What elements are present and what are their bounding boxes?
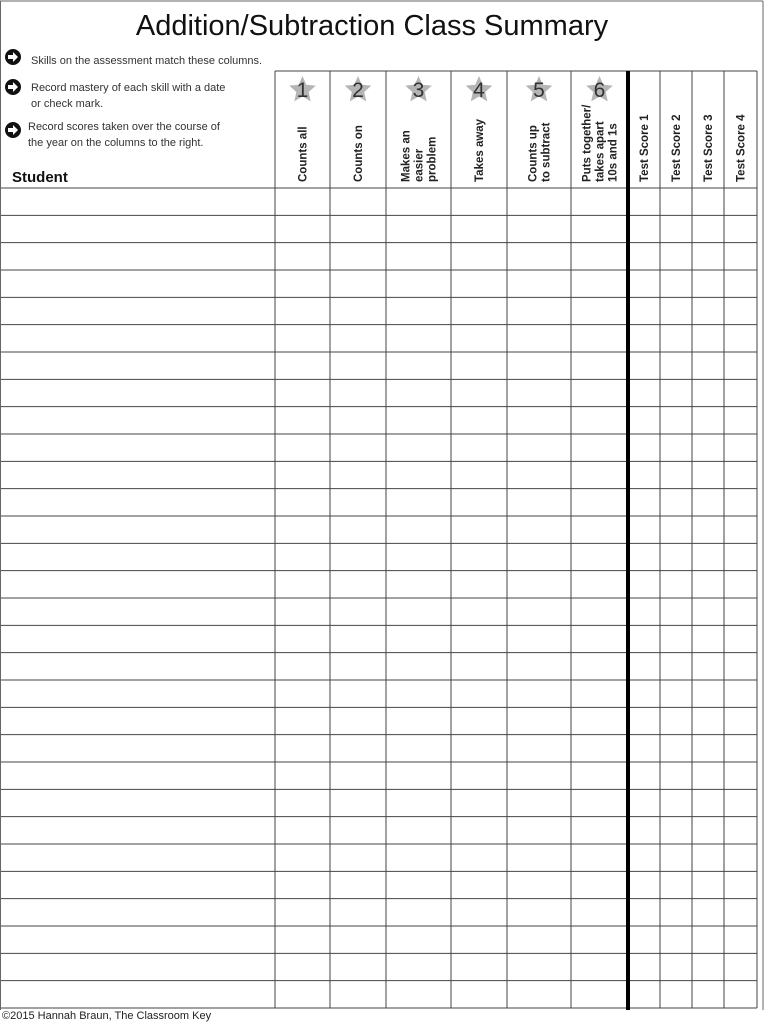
student-name-cell[interactable] bbox=[1, 899, 275, 926]
skill-label: Counts all bbox=[297, 126, 310, 182]
student-name-cell[interactable] bbox=[1, 516, 275, 543]
skill-header-5 bbox=[526, 76, 553, 182]
student-name-cell[interactable] bbox=[1, 735, 275, 762]
student-name-cell[interactable] bbox=[1, 789, 275, 816]
skill-header-2 bbox=[345, 76, 372, 182]
student-name-cell[interactable] bbox=[1, 215, 275, 242]
student-name-cell[interactable] bbox=[1, 407, 275, 434]
skill-label: problem bbox=[426, 136, 439, 182]
student-name-cell[interactable] bbox=[1, 352, 275, 379]
skill-header-3 bbox=[401, 76, 439, 182]
skill-header-6 bbox=[582, 76, 620, 182]
circle-arrow-right-icon bbox=[5, 79, 21, 95]
student-name-cell[interactable] bbox=[1, 871, 275, 898]
test-score-label-2: Test Score 2 bbox=[671, 114, 683, 182]
skill-label: to subtract bbox=[540, 122, 553, 182]
skill-label: Counts up bbox=[527, 125, 540, 182]
skill-number: 5 bbox=[533, 79, 545, 102]
student-name-cell[interactable] bbox=[1, 953, 275, 980]
instruction-text: Record scores taken over the course of bbox=[28, 121, 220, 133]
skill-label: Puts together/ bbox=[581, 104, 594, 182]
skill-number: 1 bbox=[296, 79, 309, 102]
student-name-cell[interactable] bbox=[1, 571, 275, 598]
student-name-cell[interactable] bbox=[1, 434, 275, 461]
skill-header-4 bbox=[466, 76, 493, 182]
skill-header-1 bbox=[289, 76, 316, 182]
skill-label: Makes an bbox=[400, 130, 413, 182]
instruction-text: or check mark. bbox=[31, 98, 104, 110]
student-name-cell[interactable] bbox=[1, 325, 275, 352]
skill-number: 6 bbox=[593, 79, 606, 102]
student-name-cell[interactable] bbox=[1, 680, 275, 707]
instructions bbox=[5, 49, 262, 149]
instruction-text: Skills on the assessment match these columns. bbox=[31, 55, 263, 67]
student-name-cell[interactable] bbox=[1, 598, 275, 625]
student-name-cell[interactable] bbox=[1, 926, 275, 953]
student-name-cell[interactable] bbox=[1, 297, 275, 324]
instruction-item bbox=[5, 49, 262, 67]
student-name-cell[interactable] bbox=[1, 981, 275, 1008]
skill-number: 3 bbox=[412, 79, 425, 102]
student-name-cell[interactable] bbox=[1, 817, 275, 844]
student-name-cell[interactable] bbox=[1, 489, 275, 516]
student-name-cell[interactable] bbox=[1, 653, 275, 680]
student-name-cell[interactable] bbox=[1, 844, 275, 871]
instruction-text: Record mastery of each skill with a date bbox=[31, 82, 226, 94]
instruction-item bbox=[5, 79, 225, 110]
student-name-cell[interactable] bbox=[1, 461, 275, 488]
student-name-cell[interactable] bbox=[1, 379, 275, 406]
page-title: Addition/Subtraction Class Summary bbox=[135, 10, 609, 42]
instruction-item bbox=[5, 121, 221, 149]
instruction-text: the year on the columns to the right. bbox=[28, 137, 204, 149]
skill-label: Takes away bbox=[474, 118, 486, 182]
student-name-cell[interactable] bbox=[1, 625, 275, 652]
student-column-header: Student bbox=[12, 169, 68, 186]
test-score-label-1: Test Score 1 bbox=[639, 114, 651, 182]
student-name-cell[interactable] bbox=[1, 270, 275, 297]
test-score-label-3: Test Score 3 bbox=[703, 114, 715, 182]
student-name-cell[interactable] bbox=[1, 188, 275, 215]
skill-number: 2 bbox=[352, 79, 364, 102]
student-name-cell[interactable] bbox=[1, 543, 275, 570]
circle-arrow-right-icon bbox=[5, 49, 21, 65]
test-score-label-4: Test Score 4 bbox=[735, 114, 748, 182]
circle-arrow-right-icon bbox=[5, 122, 21, 138]
skill-label: Counts on bbox=[353, 125, 365, 182]
skill-headers bbox=[289, 76, 619, 182]
student-name-cell[interactable] bbox=[1, 243, 275, 270]
test-score-headers bbox=[639, 114, 748, 182]
skill-number: 4 bbox=[473, 79, 485, 102]
copyright-footer: ©2015 Hannah Braun, The Classroom Key bbox=[2, 1010, 212, 1022]
student-name-cell[interactable] bbox=[1, 707, 275, 734]
student-name-cell[interactable] bbox=[1, 762, 275, 789]
skill-label: takes apart bbox=[594, 121, 607, 182]
skill-label: 10s and 1s bbox=[607, 123, 620, 182]
skill-label: easier bbox=[413, 148, 426, 182]
